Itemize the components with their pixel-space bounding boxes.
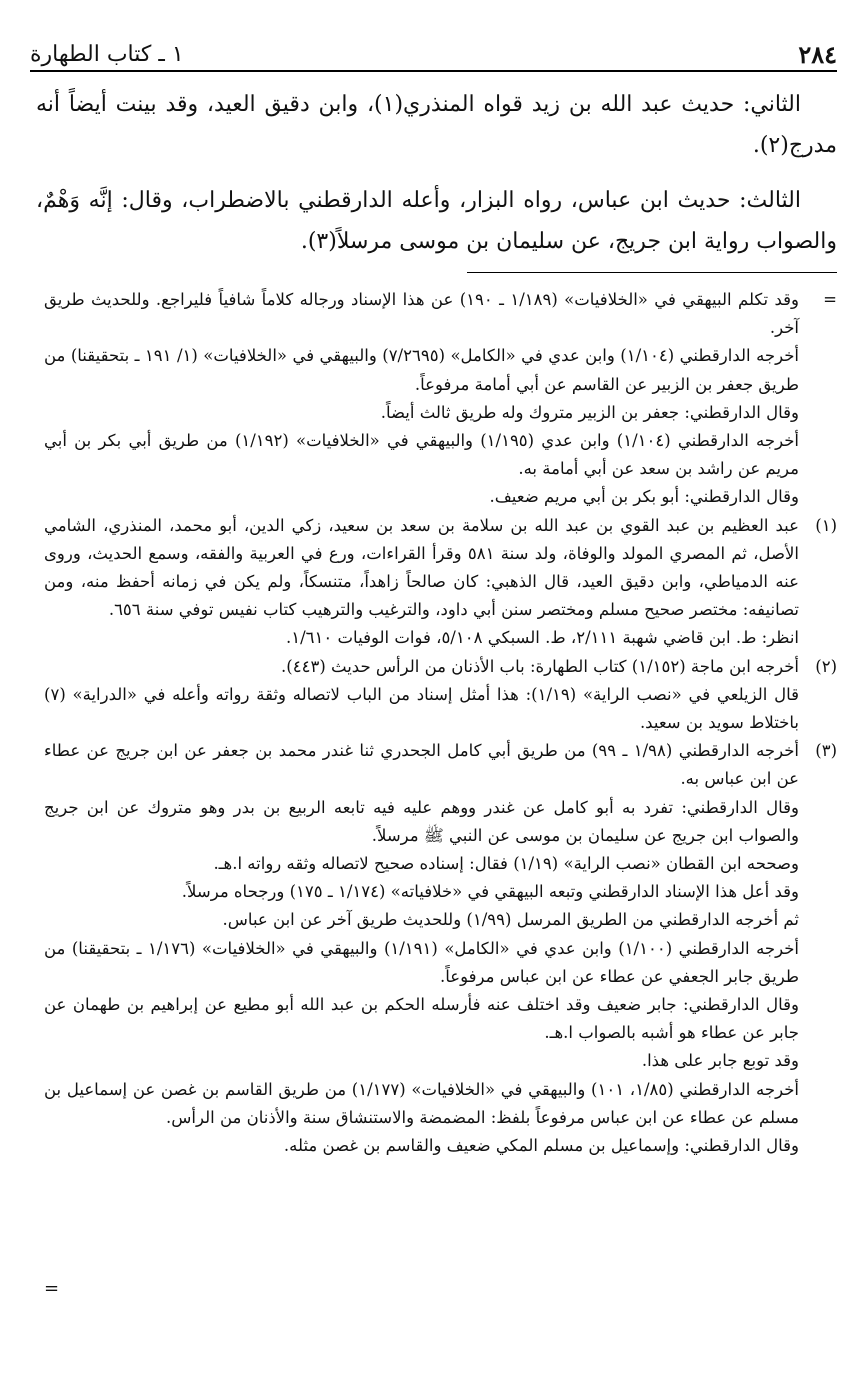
page-header	[30, 34, 837, 74]
header-rule	[30, 70, 837, 72]
footnote-text: أخرجه الدارقطني (١/١٠٤) وابن عدي (١/١٩٥) والبيهقي في «الخلافيات» (١/١٩٢) من طريق أبي بكر بن أبي مريم عن راشد بن سعد عن أبي أمامة به.	[44, 431, 799, 479]
footnote-text: وقد أعل هذا الإسناد الدارقطني وتبعه البيهقي في «خلافياته» (١/١٧٤ ـ ١٧٥) ورجحاه مرسلاً.	[181, 882, 799, 902]
footnote-line	[44, 850, 837, 878]
footnote-text: أخرجه الدارقطني (١/٩٨ ـ ٩٩) من طريق أبي كامل الجحدري ثنا غندر محمد بن جعفر عن ابن جريج عن عطاء عن ابن عباس به.	[44, 741, 799, 789]
footnote-mark: (٣)	[815, 741, 837, 761]
continuation-mark: =	[44, 1278, 60, 1299]
footnote-text: ثم أخرجه الدارقطني من الطريق المرسل (١/٩٩) وللحديث طريق آخر عن ابن عباس.	[222, 910, 799, 930]
footnote-line	[44, 681, 837, 737]
footnote-line	[44, 342, 837, 398]
footnote-text: قال الزيلعي في «نصب الراية» (١/١٩): هذا أمثل إسناد من الباب لاتصاله وثقة رواته وأعله في «الدراية» (٧) باختلاط سويد بن سعيد.	[44, 684, 799, 733]
footnote-line	[44, 991, 837, 1047]
footnote-text: أخرجه الدارقطني (١/١٠٤) وابن عدي في «الكامل» (٧/٢٦٩٥) والبيهقي في «الخلافيات» (١/ ١٩١ ـ بتحقيقنا) من طريق جعفر بن الزبير عن القاسم عن أبي أمامة مرفوعاً.	[44, 346, 799, 394]
footnote-text: وقال الدارقطني: أبو بكر بن أبي مريم ضعيف.	[489, 487, 799, 507]
footnote-line	[44, 286, 837, 342]
footnote-line	[44, 737, 837, 793]
footnote-line	[44, 624, 837, 652]
footnote-text: وقال الدارقطني: جابر ضعيف وقد اختلف عنه فأرسله الحكم بن عبد الله أبو مطيع عن إبراهيم بن طهمان عن جابر عن عطاء هو أشبه بالصواب ا.هـ.	[44, 995, 799, 1043]
footnote-separator	[467, 272, 837, 273]
footnote-text: عبد العظيم بن عبد القوي بن عبد الله بن سلامة بن سعد بن سعيد، زكي الدين، أبو محمد، المنذري، الشامي الأصل، ثم المصري المولد والوفاة، ولد سنة ٥٨١ وقرأ القراءات، ورع في العربية والفقه، وسمع الحديث، وروى عنه الدمياطي، وابن دقيق العيد، قال الذهبي: كان صالحاً زاهداً، متنسكاً، ولم يكن في زمانه أحفظ منه، ومن تصانيفه: مختصر صحيح مسلم ومختصر سنن أبي داود، والترغيب والترهيب كتاب نفيس توفي سنة ٦٥٦.	[44, 515, 800, 620]
footnote-line	[44, 1047, 837, 1075]
footnote-line	[44, 878, 837, 906]
paragraph-second-hadith: الثاني: حديث عبد الله بن زيد قواه المنذري(١)، وابن دقيق العيد، وقد بينت أيضاً أنه مدرج(٢).	[36, 92, 837, 158]
footnote-line	[44, 1132, 837, 1160]
footnote-text: أخرجه الدارقطني (١/١٠٠) وابن عدي في «الكامل» (١/١٩١) والبيهقي في «الخلافيات» (١/١٧٦ ـ بتحقيقنا) من طريق جابر الجعفي عن عطاء عن ابن عباس مرفوعاً.	[44, 938, 799, 986]
footnote-mark: (١)	[815, 515, 837, 535]
footnotes	[44, 286, 837, 1160]
footnote-line	[44, 512, 837, 625]
footnote-text: وقال الدارقطني: وإسماعيل بن مسلم المكي ضعيف والقاسم بن غصن مثله.	[283, 1136, 799, 1156]
main-text	[36, 84, 837, 276]
footnote-text: وقال الدارقطني: جعفر بن الزبير متروك وله طريق ثالث أيضاً.	[380, 402, 799, 422]
footnote-line	[44, 483, 837, 511]
footnote-line	[44, 794, 837, 850]
footnote-mark: =	[823, 290, 837, 309]
footnote-line	[44, 906, 837, 934]
footnote-line	[44, 653, 837, 681]
footnote-text: وقال الدارقطني: تفرد به أبو كامل عن غندر ووهم عليه فيه تابعه الربيع بن بدر وهو متروك عن ابن جريج والصواب ابن جريج عن سليمان بن موسى عن النبي ﷺ مرسلاً.	[44, 797, 799, 845]
paragraph-third-hadith: الثالث: حديث ابن عباس، رواه البزار، وأعله الدارقطني بالاضطراب، وقال: إنَّه وَهْمٌ، والصواب رواية ابن جريج، عن سليمان بن موسى مرسلاً(٣).	[36, 188, 837, 254]
footnote-line	[44, 935, 837, 991]
footnote-text: أخرجه ابن ماجة (١/١٥٢) كتاب الطهارة: باب الأذنان من الرأس حديث (٤٤٣).	[281, 656, 799, 676]
footnote-line	[44, 399, 837, 427]
footnote-text: وقد تكلم البيهقي في «الخلافيات» (١/١٨٩ ـ ١٩٠) عن هذا الإسناد ورجاله كلاماً شافياً فليراجع. وللحديث طريق آخر.	[44, 290, 800, 338]
footnote-text: وقد توبع جابر على هذا.	[641, 1051, 799, 1071]
footnote-line	[44, 427, 837, 483]
footnote-mark: (٢)	[815, 656, 837, 676]
footnote-line	[44, 1076, 837, 1132]
footnote-text: أخرجه الدارقطني (١/٨٥، ١٠١) والبيهقي في «الخلافيات» (١/١٧٧) من طريق القاسم بن غصن عن إسماعيل بن مسلم عن عطاء عن ابن عباس مرفوعاً بلفظ: المضمضة والاستنشاق سنة والأذنان من الرأس.	[44, 1079, 799, 1127]
footnote-text: انظر: ط. ابن قاضي شهبة ٢/١١١، ط. السبكي ٥/١٠٨، فوات الوفيات ١/٦١٠.	[286, 628, 799, 648]
page-number: ٢٨٤	[798, 39, 837, 69]
running-title: ١ ـ كتاب الطهارة	[30, 41, 184, 67]
footnote-text: وصححه ابن القطان «نصب الراية» (١/١٩) فقال: إسناده صحيح لاتصاله وثقه رواته ا.هـ.	[213, 854, 799, 874]
